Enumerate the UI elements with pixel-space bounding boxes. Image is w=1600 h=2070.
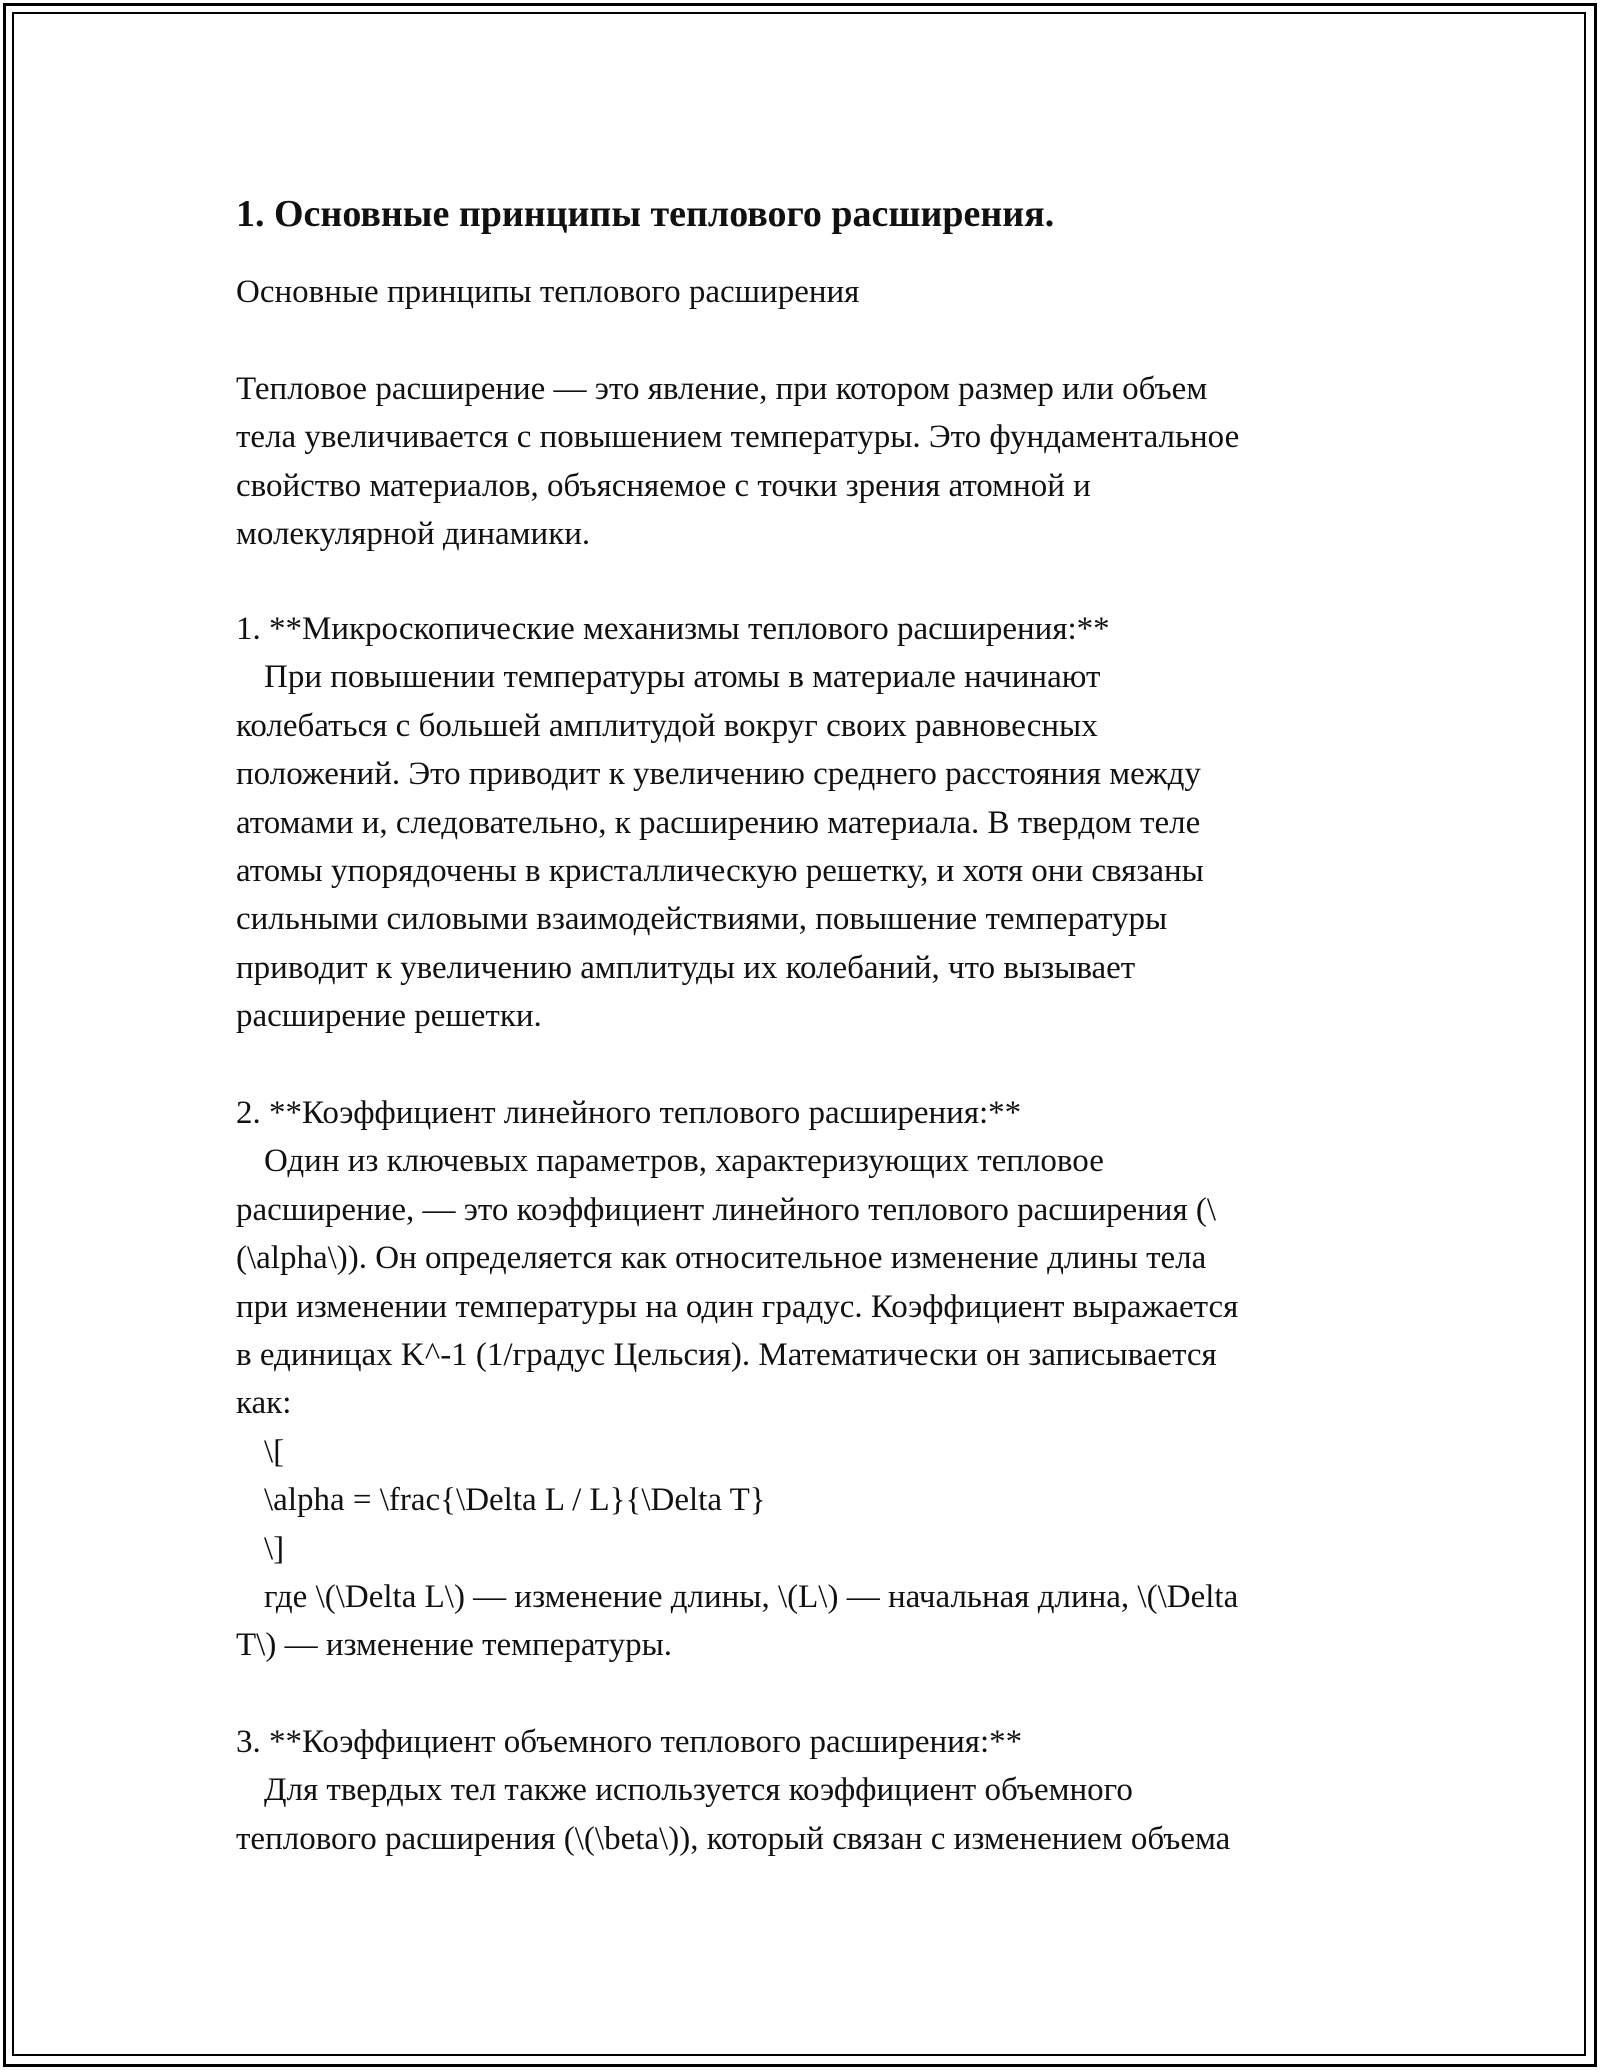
- formula-close: \]: [264, 1530, 285, 1567]
- section-2-line: при изменении температуры на один градус. Коэффициент выражается: [236, 1288, 1239, 1325]
- intro-line: тела увеличивается с повышением температуры. Это фундаментальное: [236, 419, 1240, 456]
- section-3-paragraph: [236, 1718, 1230, 1863]
- section-2-paragraph: [236, 1089, 1238, 1670]
- intro-line: свойство материалов, объясняемое с точки зрения атомной и: [236, 467, 1091, 504]
- section-2-line: где \(\Delta L\) — изменение длины, \(L\) — начальная длина, \(\Delta: [264, 1578, 1239, 1615]
- section-1-line: При повышении температуры атомы в материале начинают: [264, 659, 1101, 696]
- section-1-line: атомами и, следовательно, к расширению материала. В твердом теле: [236, 804, 1201, 841]
- section-2-line: как:: [236, 1385, 292, 1422]
- section-2-line: Один из ключевых параметров, характеризующих тепловое: [264, 1143, 1104, 1180]
- section-2-line: в единицах K^-1 (1/градус Цельсия). Математически он записывается: [236, 1336, 1217, 1373]
- section-1-line: колебаться с большей амплитудой вокруг своих равновесных: [236, 707, 1098, 744]
- subtitle-paragraph: [236, 268, 859, 316]
- intro-line: молекулярной динамики.: [236, 516, 591, 553]
- section-1-title: 1. **Микроскопические механизмы теплового расширения:**: [236, 611, 1110, 647]
- section-3-line: Для твердых тел также используется коэффициент объемного: [264, 1772, 1133, 1809]
- section-1-line: атомы упорядочены в кристаллическую решетку, и хотя они связаны: [236, 852, 1204, 889]
- section-3-title: 3. **Коэффициент объемного теплового расширения:**: [236, 1724, 1023, 1760]
- section-1-line: расширение решетки.: [236, 998, 542, 1035]
- section-2-line: T\) — изменение температуры.: [236, 1627, 673, 1664]
- section-1-paragraph: [236, 605, 1204, 1041]
- section-1-line: сильными силовыми взаимодействиями, повышение температуры: [236, 901, 1168, 938]
- formula-open: \[: [264, 1433, 285, 1470]
- section-3-line: теплового расширения (\(\beta\)), который связан с изменением объема: [236, 1820, 1231, 1857]
- section-1-line: приводит к увеличению амплитуды их колебаний, что вызывает: [236, 949, 1136, 986]
- subtitle-line: Основные принципы теплового расширения: [236, 274, 860, 310]
- section-2-line: (\alpha\)). Он определяется как относительное изменение длины тела: [236, 1240, 1207, 1277]
- formula-body: \alpha = \frac{\Delta L / L}{\Delta T}: [264, 1482, 766, 1519]
- section-2-line: расширение, — это коэффициент линейного теплового расширения (\: [236, 1191, 1217, 1228]
- section-2-title: 2. **Коэффициент линейного теплового расширения:**: [236, 1095, 1022, 1131]
- section-heading: 1. Основные принципы теплового расширения.: [236, 193, 1055, 235]
- intro-paragraph: [236, 365, 1239, 559]
- section-1-line: положений. Это приводит к увеличению среднего расстояния между: [236, 756, 1201, 793]
- intro-line: Тепловое расширение — это явление, при котором размер или объем: [236, 371, 1208, 407]
